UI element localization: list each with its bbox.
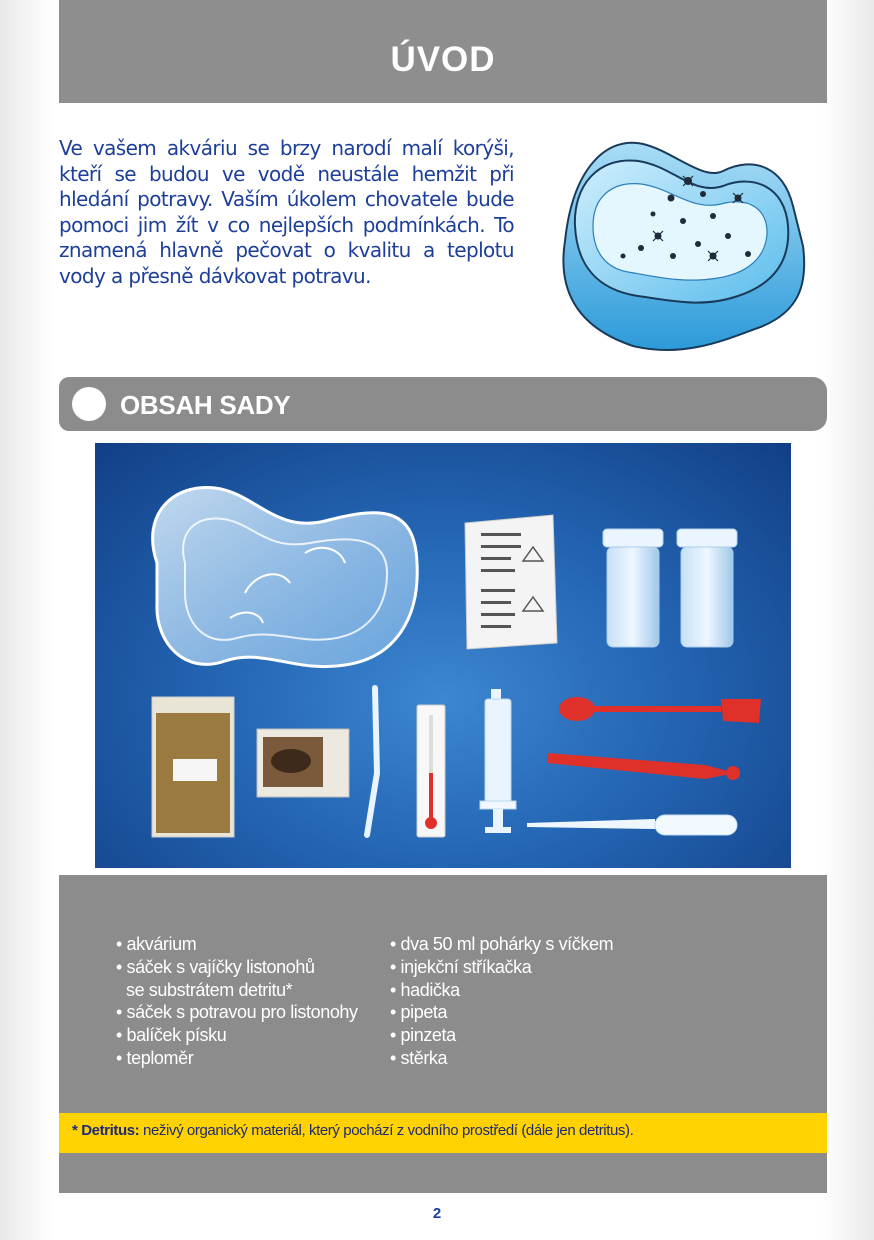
contents-list-right <box>390 933 613 1070</box>
list-item: • dva 50 ml pohárky s víčkem <box>390 934 614 954</box>
list-item: • pinzeta <box>390 1025 456 1046</box>
detritus-bag-item <box>152 697 234 837</box>
list-item: • pipeta <box>390 1002 448 1023</box>
syringe-item <box>480 689 516 833</box>
intro-paragraph: Ve vašem akváriu se brzy narodí malí korýši, kteří se budou ve vodě neustále hemžit při hledání potravy. Vaším úkolem chovatele bude pomoci jim žít v co nejlepších podmínkách. To znamená hlavně pečovat o kvalitu a teplotu vody a přesně dávkovat potravu. <box>59 136 514 288</box>
header-band <box>59 0 827 103</box>
section-bullet-icon <box>72 387 106 421</box>
tube-item <box>367 688 377 835</box>
food-bag-item <box>257 729 349 797</box>
footnote-term: * Detritus: <box>72 1122 140 1139</box>
list-item: • hadička <box>390 979 460 1000</box>
list-item: • sáček s potravou pro listonohy <box>116 1002 358 1023</box>
list-item: se substrátem detritu* <box>126 979 293 1000</box>
aquarium-item <box>153 487 418 666</box>
thermometer-item <box>417 705 445 837</box>
kit-contents-photo <box>95 443 791 868</box>
list-item: • stěrka <box>390 1047 448 1068</box>
cups-item <box>603 529 737 647</box>
footnote-text: neživý organický materiál, který pochází z vodního prostředí (dále jen detritus). <box>139 1122 634 1139</box>
list-item: • akvárium <box>116 934 197 954</box>
section-bar <box>59 377 827 431</box>
contents-list-left <box>116 933 358 1070</box>
pipette-item <box>527 815 737 835</box>
egg-sachet-item <box>465 515 557 649</box>
page-number: 2 <box>432 1205 442 1222</box>
section-title: OBSAH SADY <box>120 390 291 420</box>
detritus-footnote <box>59 1113 827 1153</box>
list-item: • injekční stříkačka <box>390 956 532 977</box>
list-item: • balíček písku <box>116 1025 227 1046</box>
aquarium-illustration <box>553 126 811 358</box>
list-item: • sáček s vajíčky listonohů <box>116 956 315 977</box>
list-item: • teploměr <box>116 1047 194 1068</box>
page-title: ÚVOD <box>390 40 496 79</box>
spatula-item <box>559 697 761 723</box>
tweezers-item <box>547 753 740 780</box>
